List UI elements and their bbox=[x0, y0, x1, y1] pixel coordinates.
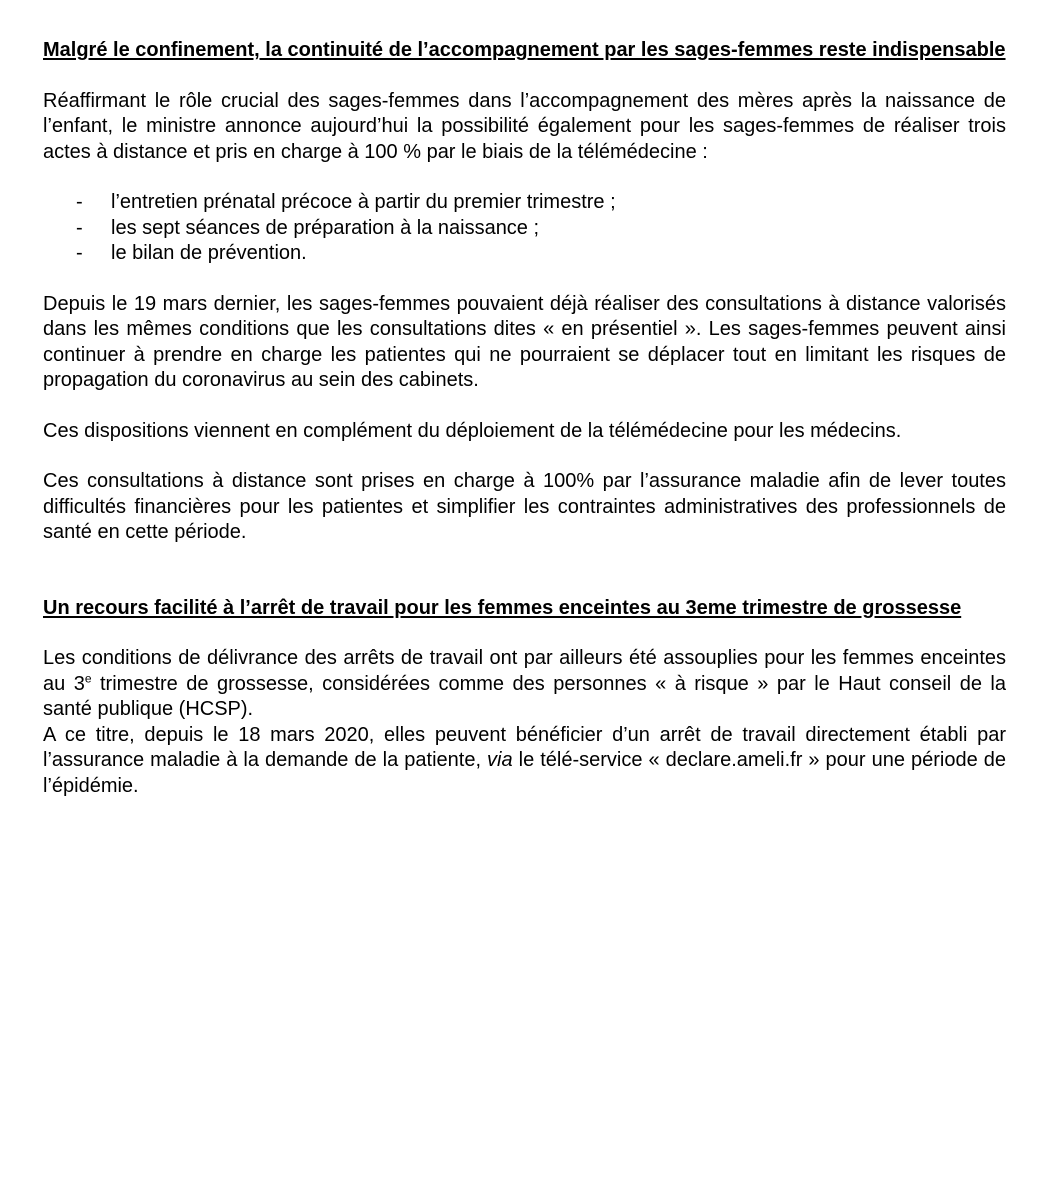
list-item-text: l’entretien prénatal précoce à partir du premier trimestre ; bbox=[111, 191, 616, 213]
section2-heading: Un recours facilité à l’arrêt de travail pour les femmes enceintes au 3eme trimestre de grossesse bbox=[43, 596, 962, 619]
spacer bbox=[43, 444, 1006, 469]
document-page bbox=[43, 38, 1006, 799]
list-item bbox=[43, 241, 1006, 267]
section1-paragraph-2: Depuis le 19 mars dernier, les sages-femmes pouvaient déjà réaliser des consultations à distance valorisés dans les mêmes conditions que les consultations dites « en présentiel ». Les sages-femmes peuvent ainsi continuer à prendre en charge les patientes qui ne pourraient se déplacer tout en limitant les risques de propagation du coronavirus au sein des cabinets. bbox=[43, 292, 1006, 391]
list-dash: - bbox=[76, 216, 83, 239]
list-item-text: le bilan de prévention. bbox=[111, 242, 307, 264]
list-dash: - bbox=[76, 242, 83, 264]
section1-heading: Malgré le confinement, la continuité de l’accompagnement par les sages-femmes reste indispensable bbox=[43, 39, 1006, 61]
para-text: trimestre de grossesse, considérées comme des personnes « à risque » par le Haut conseil de la santé publique (HCSP). bbox=[43, 672, 1006, 720]
para-text: A ce titre, depuis le 18 mars 2020, elles peuvent bénéficier d’un arrêt de travail directement établi par l’assurance maladie à la demande de la patiente, bbox=[43, 723, 1006, 771]
acts-list bbox=[43, 190, 1006, 267]
spacer bbox=[43, 64, 1006, 89]
section1-paragraph-4: Ces consultations à distance sont prises en charge à 100% par l’assurance maladie afin de lever toutes difficultés financières pour les patientes et simplifier les contraintes administratives des professionnels de santé en cette période. bbox=[43, 470, 1006, 543]
spacer bbox=[43, 546, 1006, 596]
spacer bbox=[43, 394, 1006, 419]
spacer bbox=[43, 267, 1006, 292]
italic-via: via bbox=[487, 749, 513, 771]
section2-paragraph-2 bbox=[43, 723, 1006, 800]
spacer bbox=[43, 621, 1006, 646]
ordinal-superscript: e bbox=[84, 670, 92, 685]
para-text: le télé-service « declare.ameli.fr » pour une période de l’épidémie. bbox=[43, 749, 1006, 797]
section1-intro-paragraph: Réaffirmant le rôle crucial des sages-femmes dans l’accompagnement des mères après la naissance de l’enfant, le ministre annonce aujourd’hui la possibilité également pour les sages-femmes de réaliser trois actes à distance et pris en charge à 100 % par le biais de la télémédecine : bbox=[43, 89, 1006, 163]
list-item-text: les sept séances de préparation à la naissance ; bbox=[111, 216, 540, 239]
section1-paragraph-3: Ces dispositions viennent en complément du déploiement de la télémédecine pour les médecins. bbox=[43, 419, 902, 442]
spacer bbox=[43, 165, 1006, 190]
list-item bbox=[43, 216, 1006, 242]
list-item bbox=[43, 190, 1006, 216]
para-text: Les conditions de délivrance des arrêts de travail ont par ailleurs été assouplies pour les femmes enceintes au 3 bbox=[43, 647, 1006, 695]
section2-paragraph-1 bbox=[43, 646, 1006, 723]
list-dash: - bbox=[76, 191, 83, 213]
